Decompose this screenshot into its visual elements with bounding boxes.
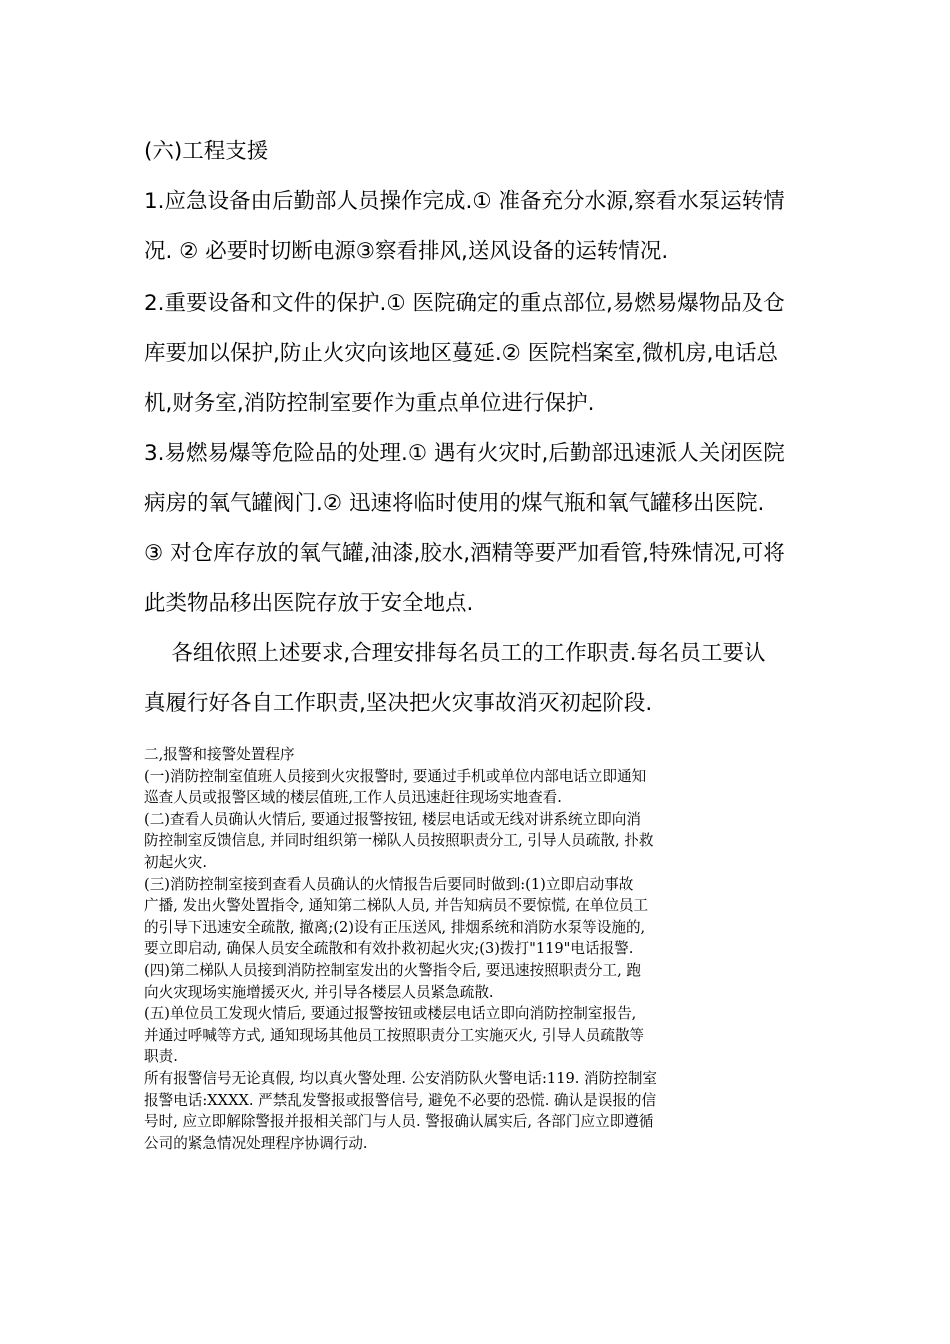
section-two-heading: 二,报警和接警处置程序 <box>144 746 295 763</box>
procedure-line: 公司的紧急情况处理程序协调行动. <box>144 1134 368 1152</box>
item-2-line: 2.重要设备和文件的保护.① 医院确定的重点部位,易燃易爆物品及仓 <box>144 291 785 316</box>
procedure-line: (一)消防控制室值班人员接到火灾报警时, 要通过手机或单位内部电话立即通知 <box>144 767 647 785</box>
procedure-line: 向火灾现场实施增援灭火, 并引导各楼层人员紧急疏散. <box>144 983 494 1001</box>
procedure-line: 职责. <box>144 1048 178 1066</box>
item-3-line: 病房的氧气罐阀门.② 迅速将临时使用的煤气瓶和氧气罐移出医院. <box>144 491 765 516</box>
item-1-line: 况. ② 必要时切断电源③察看排风,送风设备的运转情况. <box>144 239 669 264</box>
item-3-line: 3.易燃易爆等危险品的处理.① 遇有火灾时,后勤部迅速派人关闭医院 <box>144 441 785 466</box>
summary-line: 各组依照上述要求,合理安排每名员工的工作职责.每名员工要认 <box>144 641 766 666</box>
procedure-line: 巡查人员或报警区域的楼层值班,工作人员迅速赶往现场实地查看. <box>144 789 562 807</box>
procedure-line: 所有报警信号无论真假, 均以真火警处理. 公安消防队火警电话:119. 消防控制室 <box>144 1069 658 1087</box>
procedure-line: 要立即启动, 确保人员安全疏散和有效扑救初起火灾;(3)拨打"119"电话报警. <box>144 940 634 958</box>
item-1-line: 1.应急设备由后勤部人员操作完成.① 准备充分水源,察看水泵运转情 <box>144 189 785 214</box>
item-3-line: 此类物品移出医院存放于安全地点. <box>144 591 474 616</box>
procedure-line: 号时, 应立即解除警报并报相关部门与人员. 警报确认属实后, 各部门应立即遵循 <box>144 1113 654 1131</box>
procedure-line: (三)消防控制室接到查看人员确认的火情报告后要同时做到:(1)立即启动事故 <box>144 875 634 893</box>
procedure-line: (二)查看人员确认火情后, 要通过报警按钮, 楼层电话或无线对讲系统立即向消 <box>144 810 641 828</box>
item-3-line: ③ 对仓库存放的氧气罐,油漆,胶水,酒精等要严加看管,特殊情况,可将 <box>144 541 785 566</box>
procedure-line: 并通过呼喊等方式, 通知现场其他员工按照职责分工实施灭火, 引导人员疏散等 <box>144 1026 645 1044</box>
procedure-line: 初起火灾. <box>144 853 208 871</box>
item-2-line: 机,财务室,消防控制室要作为重点单位进行保护. <box>144 391 595 416</box>
procedure-line: (四)第二梯队人员接到消防控制室发出的火警指令后, 要迅速按照职责分工, 跑 <box>144 961 641 979</box>
summary-line: 真履行好各自工作职责,坚决把火灾事故消灭初起阶段. <box>144 691 653 716</box>
procedure-line: 广播, 发出火警处置指令, 通知第二梯队人员, 并告知病员不要惊慌, 在单位员工 <box>144 897 649 915</box>
procedure-line: 报警电话:XXXX. 严禁乱发警报或报警信号, 避免不必要的恐慌. 确认是误报的信 <box>144 1091 657 1109</box>
item-2-line: 库要加以保护,防止火灾向该地区蔓延.② 医院档案室,微机房,电话总 <box>144 341 778 366</box>
procedure-line: (五)单位员工发现火情后, 要通过报警按钮或楼层电话立即向消防控制室报告, <box>144 1005 637 1023</box>
procedure-line: 防控制室反馈信息, 并同时组织第一梯队人员按照职责分工, 引导人员疏散, 扑救 <box>144 832 654 850</box>
procedure-line: 的引导下迅速安全疏散, 撤离;(2)设有正压送风, 排烟系统和消防水泵等设施的, <box>144 918 646 936</box>
section-six-heading: (六)工程支援 <box>144 139 269 164</box>
alarm-procedure-section <box>144 744 816 1154</box>
